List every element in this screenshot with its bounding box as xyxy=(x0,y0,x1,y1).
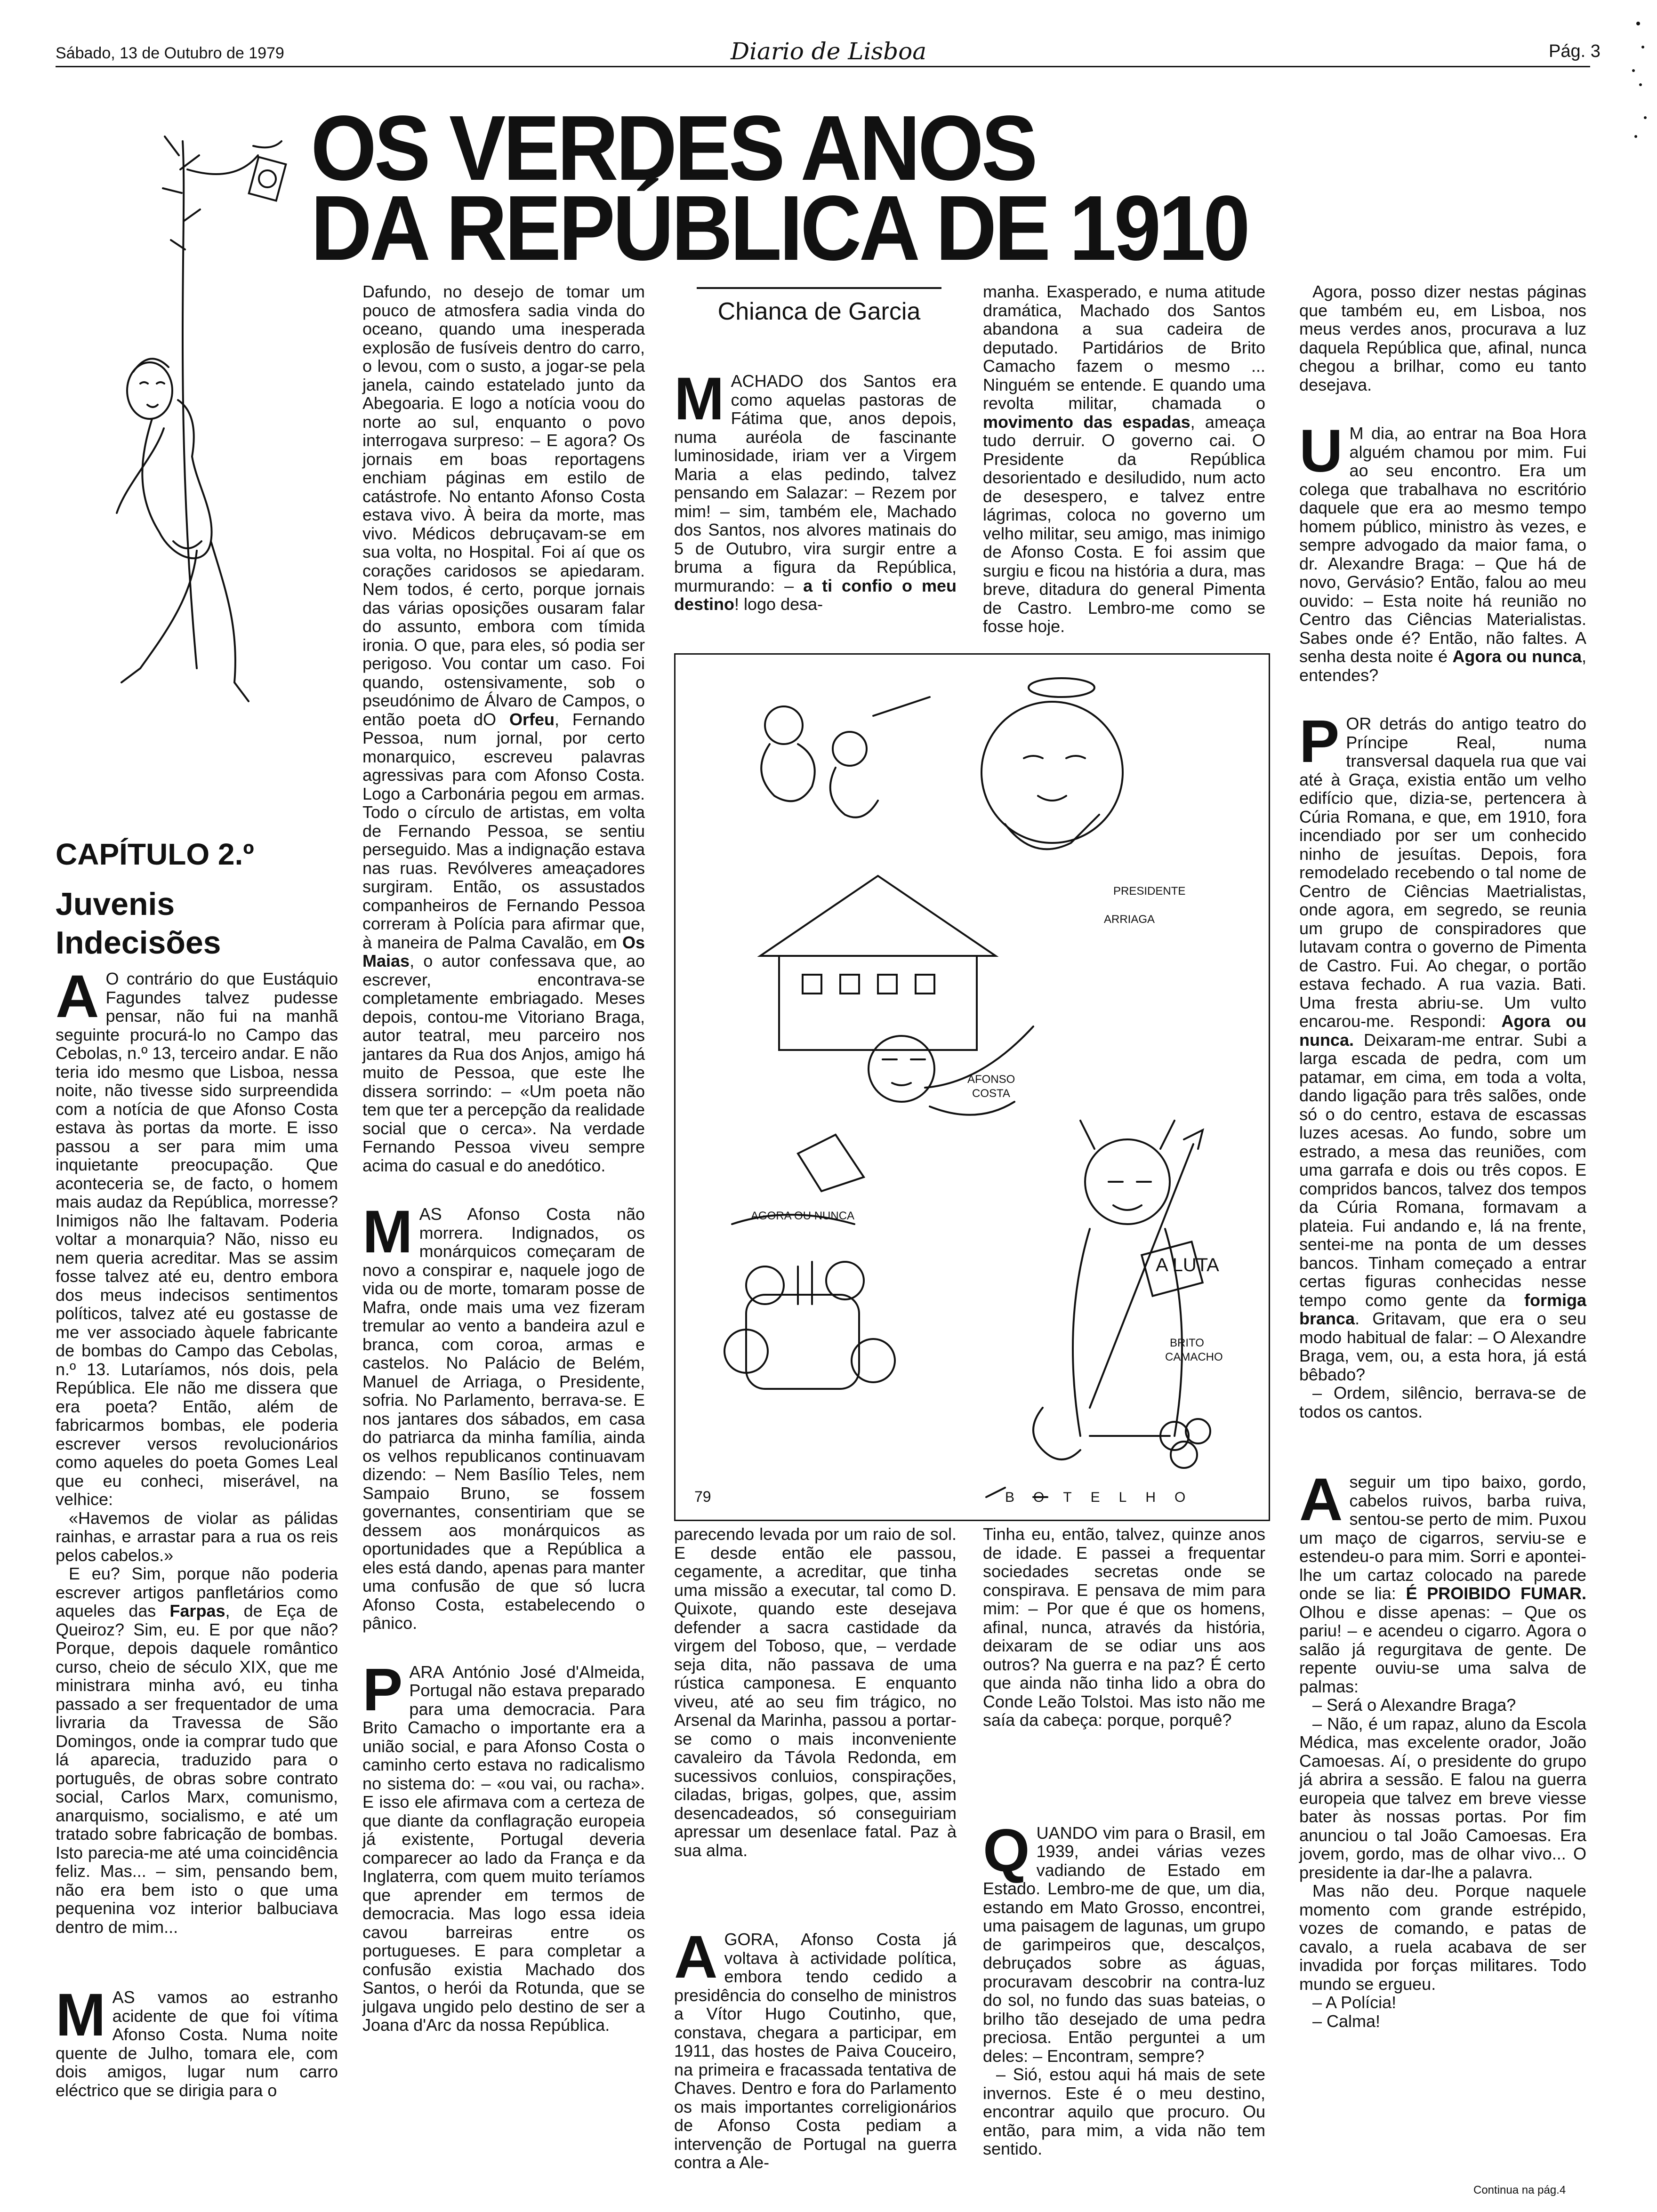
newspaper-title: Diario de Lisboa xyxy=(730,38,927,65)
paragraph: Agora, posso dizer nestas páginas que também eu, em Lisboa, nos meus verdes anos, procurava a luz daquela República que, afinal, nunca chegou a brilhar, como eu tanto desejava. xyxy=(1299,282,1586,394)
paragraph-text: AS vamos ao estranho acidente de que foi vítima Afonso Costa. Numa noite quente de Julho, tomara ele, com dois amigos, lugar num carro eléctrico que se dirigia para o xyxy=(56,1988,338,2100)
emphasis: Orfeu xyxy=(509,709,555,729)
drop-cap: U xyxy=(1299,417,1343,485)
paragraph: parecendo levada por um raio de sol. E desde então ele passou, cegamente, a acreditar, que tinha uma missão a executar, tal como D. Quixote, quando este desejava defender a sacra castidade da virgem del Toboso, que, – verdade seja dita, não passava de uma rústica camponesa. E enquanto viveu, até ao seu fim trágico, no Arsenal da Marinha, passou a portar-se como o mais inconveniente cavaleiro da Távola Redonda, em sucessivos conluios, conspirações, ciladas, brigas, golpes, que, assim desencadeados, só conseguiriam apressar um desenlace fatal. Paz à sua alma. xyxy=(674,1524,957,1860)
drop-cap: M xyxy=(56,1981,106,2049)
drop-cap: A xyxy=(1299,1466,1343,1533)
paragraph xyxy=(56,1564,338,1936)
headline-line-1: OS VERDES ANOS xyxy=(311,96,1036,200)
paragraph-text: , entendes? xyxy=(1299,647,1587,685)
paragraph xyxy=(674,365,957,614)
cartoon-label-a-luta: A LUTA xyxy=(1156,1255,1219,1275)
paragraph xyxy=(1299,708,1586,1384)
paragraph-text: ACHADO dos Santos era como aquelas pastoras de Fátima que, anos depois, numa auréola de fascinante luminosidade, iriam ver a Virgem Maria a elas pedindo, talvez pensando em Salazar: – Rezem por mim! – sim, também ele, Machado dos Santos, nos alvores matinais do 5 de Outubro, vira surgir entre a bruma a figura da República, murmurando: – xyxy=(674,371,957,595)
paragraph-text: E eu? Sim, porque não poderia escrever artigos panfletários como aqueles das xyxy=(56,1564,338,1620)
paragraph-text: Deixaram-me entrar. Subi a larga escada de pedra, com um patamar, em cima, em toda a volta, dando ligação para três salões, onde só o do centro, estava de escassas luzes acesas. Ao fundo, sobre um estrado, a mesa das reuniões, com uma garrafa e dois ou três copos. E compridos bancos, talvez dos tempos da Cúria Romana, formavam a plateia. Fui andando e, lá na frente, sentei-me na ponta de um desses bancos. Tinham começado a entrar certas figuras conhecidas nesse tempo como gente da xyxy=(1299,1030,1586,1310)
emphasis: Farpas xyxy=(169,1601,225,1620)
quote: «Havemos de violar as pálidas rainhas, e arrastar para a rua os reis pelos cabelos.» xyxy=(56,1508,338,1565)
drop-cap: P xyxy=(362,1656,403,1723)
paragraph xyxy=(362,1656,645,2035)
column-4-bottom xyxy=(983,1525,1265,2158)
column-3-bottom xyxy=(674,1525,957,2172)
drop-cap: Q xyxy=(983,1817,1030,1884)
emphasis: movimento das espadas xyxy=(983,412,1190,432)
cartoon-label-agora-ou-nunca: AGORA OU NUNCA xyxy=(751,1210,855,1222)
column-5 xyxy=(1299,282,1586,2030)
masthead-date: Sábado, 13 de Outubro de 1979 xyxy=(56,44,284,62)
paragraph: Mas não deu. Porque naquele momento com grande estrépido, vozes de comando, e patas de cavalo, a ruela acabava de ser invadida por forças militares. Todo mundo se ergueu. xyxy=(1299,1881,1586,1994)
paragraph-text: , ameaça tudo derruir. O governo cai. O Presidente da República desorientado e desiludido, num acto de desespero, e talvez entre lágrimas, coloca no governo um velho militar, seu amigo, mas inimigo de Afonso Costa. E foi assim que surgiu e ficou na história a dura, mas breve, ditadura do general Pimenta de Castro. Lembro-me como se fosse hoje. xyxy=(983,412,1266,636)
paragraph-text: , de Eça de Queiroz? Sim, eu. E por que não? Porque, depois daquele romântico curso, cheio de século XIX, que me ministrara minha avó, eu tinha passado a ser frequentador de uma livraria da Travessa de São Domingos, onde ia comprar tudo que lá aparecia, traduzido para o português, de obras sobre contrato social, Carlos Marx, comunismo, anarquismo, socialismo, e até um tratado sobre fabricação de bombas. Isto parecia-me até uma coincidência feliz. Mas... – sim, pensando bem, não era bem isto o que uma pequenina voz interior balbuciava dentro de mim... xyxy=(56,1601,338,1937)
cartoon-label-costa: COSTA xyxy=(972,1087,1010,1100)
paragraph: – A Polícia! xyxy=(1312,1993,1397,2012)
continued-note: Continua na pág.4 xyxy=(1473,2184,1566,2196)
drop-cap: M xyxy=(362,1198,413,1266)
paragraph xyxy=(362,282,645,1175)
paragraph xyxy=(983,282,1265,636)
cartoon-label-brito: BRITO xyxy=(1170,1337,1204,1349)
paragraph xyxy=(362,1198,645,1633)
paragraph: – Sió, estou aqui há mais de sete invernos. Este é o meu destino, encontrar aquilo que procuro. Ou então, para mim, a vida não tem sentido. xyxy=(983,2065,1265,2158)
column-3-top xyxy=(674,365,957,614)
paragraph-text: ARA António José d'Almeida, Portugal não estava preparado para uma democracia. Para Brito Camacho o importante era a união social, e para Afonso Costa o caminho certo estava no radicalismo no sistema do: – «ou vai, ou racha». E isso ele afirmava com a certeza de que diante da conflagração europeia já existente, Portugal deveria comparecer ao lado da França e da Inglaterra, com quem muito teríamos que aprender em termos de democracia. Mas logo essa ideia cavou barreiras entre os portugueses. E para completar a confusão existia Machado dos Santos, o herói da Rotunda, que se julgava ungido pelo destino de ser a Joana d'Arc da nossa República. xyxy=(362,1662,645,2035)
paragraph xyxy=(1299,1466,1586,1696)
paragraph-text: . Gritavam, que era o seu modo habitual de falar: – O Alexandre Braga, vem, ou, a esta hora, já está bêbado? xyxy=(1299,1309,1586,1384)
column-2 xyxy=(362,282,645,2035)
paragraph xyxy=(56,963,338,1509)
cartoon-label-arriaga: ARRIAGA xyxy=(1104,913,1155,926)
cartoon-label-afonso: AFONSO xyxy=(967,1073,1015,1086)
paragraph xyxy=(1299,417,1587,685)
emphasis: Agora ou nunca. xyxy=(1299,1011,1586,1050)
page-number: Pág. 3 xyxy=(1549,41,1601,61)
chapter-label: CAPÍTULO 2.º xyxy=(56,837,254,871)
paragraph-text: OR detrás do antigo teatro do Príncipe Real, numa transversal daquela rua que vai até à Graça, existia então um velho edifício que, dizia-se, pertencera à Cúria Romana, e que, em 1910, fora incendiado por ser um conhecido ninho de jesuítas. Depois, fora remodelado recebendo o tal nome de Centro de Ciências Maetrialistas, onde agora, em segredo, se reunia um grupo de conspiradores que lutavam contra o governo de Pimenta de Castro. Fui. Ao chegar, o portão estava fechado. A rua vazia. Bati. Uma fresta abriu-se. Um vulto encarou-me. Respondi: xyxy=(1299,714,1586,1031)
column-4-top xyxy=(983,282,1265,636)
paragraph xyxy=(56,1981,338,2100)
paragraph-text: GORA, Afonso Costa já voltava à actividade política, embora tendo cedido a presidência do conselho de ministros a Vítor Hugo Coutinho, que, constava, chegara a participar, em 1911, das hostes de Paiva Couceiro, na primeira e fracassada tentativa de Chaves. Dentro e fora do Parlamento os mais importantes correligionários de Afonso Costa pediam a intervenção de Portugal na guerra contra a Ale- xyxy=(674,1930,957,2172)
paragraph-text: Olhou e disse apenas: – Que os pariu! – e acendeu o cigarro. Agora o salão já regurgitava de gente. De repente ouviu-se uma salva de palmas: xyxy=(1299,1602,1586,1696)
paragraph xyxy=(983,1817,1265,2066)
column-1 xyxy=(56,963,338,2100)
paragraph: – Não, é um rapaz, aluno da Escola Médica, mas excelente orador, João Camoesas. Aí, o presidente do grupo já abrira a sessão. E falou na guerra europeia que talvez em breve viesse bater às nossas portas. Por fim anunciou o tal João Camoesas. Era jovem, gordo, mas de olhar vivo... O presidente ia dar-lhe a palavra. xyxy=(1299,1714,1586,1882)
paragraph: Tinha eu, então, talvez, quinze anos de idade. E passei a frequentar sociedades secretas onde se conspirava. E pensava de mim para mim: – Por que é que os homens, afinal, nunca, através da história, deixaram de se odiar uns aos outros? Na guerra e na paz? É certo que ainda não tinha lido a obra do Conde Leão Tolstoi. Mas isto não me saía da cabeça: porque, porquê? xyxy=(983,1524,1265,1730)
chapter-title-line-2: Indecisões xyxy=(56,925,221,961)
paragraph: – Ordem, silêncio, berrava-se de todos os cantos. xyxy=(1299,1383,1586,1421)
emphasis: Os Maias xyxy=(362,932,645,970)
drop-cap: M xyxy=(674,365,724,433)
cartoon-year: 79 xyxy=(694,1488,711,1505)
paragraph-text: , o autor confessava que, ao escrever, encontrava-se completamente embriagado. Meses depois, contou-me Vitoriano Braga, autor teatral, meu parceiro nos jantares da Rua dos Anjos, amigo há muito de Pessoa, que este lhe dissera sorrindo: – «Um poeta não tem que ter a percepção da realidade social que o cerca». Na verdade Fernando Pessoa viveu sempre acima do casual e do anedótico. xyxy=(362,951,645,1175)
emphasis: a ti confio o meu destino xyxy=(674,576,957,614)
paragraph-text: M dia, ao entrar na Boa Hora alguém chamou por mim. Fui ao seu encontro. Era um colega que trabalhava no escritório daquele que era ao mesmo tempo homem público, ministro às vezes, e sempre advogado da maior fama, o dr. Alexandre Braga: – Que há de novo, Gervásio? Então, falou ao meu ouvido: – Esta noite há reunião no Centro das Ciências Materialistas. Sabes onde é? Então, não faltes. A senha desta noite é xyxy=(1299,424,1586,666)
paragraph-text: ! logo desa- xyxy=(734,594,823,614)
drop-cap: A xyxy=(56,963,99,1030)
cartoon-signature: BOTELHO xyxy=(1005,1490,1205,1505)
paragraph-text: manha. Exasperado, e numa atitude dramática, Machado dos Santos abandona a sua cadeira de deputado. Partidários de Brito Camacho fazem o mesmo ... Ninguém se entende. E quando uma revolta militar, chamada o xyxy=(983,282,1265,413)
paragraph xyxy=(674,1923,957,2172)
paragraph-text: , Fernando Pessoa, num jornal, por certo monarquico, escreveu palavras agressivas para com Afonso Costa. Logo a Carbonária pegou em armas. Todo o círculo de artistas, em volta de Fernando Pessoa, se sentiu perseguido. Mas a indignação estava nas ruas. Revólveres ameaçadores surgiram. Então, os assustados companheiros de Fernando Pessoa correram à Polícia para afirmar que, à maneira de Palma Cavalão, em xyxy=(362,709,645,952)
drop-cap: P xyxy=(1299,708,1340,775)
paragraph-text: O contrário do que Eustáquio Fagundes talvez pudesse pensar, não fui na manhã seguinte procurá-lo no Campo das Cebolas, n.º 13, terceiro andar. E não teria ido mesmo que Lisboa, nessa noite, não tivesse sido surpreendida com a notícia de que Afonso Costa estava às portas da morte. E isso passou a ser para mim uma inquietante preocupação. Que aconteceria se, de facto, o homem mais audaz da República, morresse? Inimigos não lhe faltavam. Poderia voltar a monarquia? Não, nisso eu nem queria acreditar. Mas se assim fosse talvez até eu, dentro embora dos meus indecisos sentimentos políticos, talvez até eu gostasse de me ver associado àquele fabricante de bombas do Campo das Cebolas, n.º 13. Lutaríamos, nós dois, pela República. Ele não me dissera que era poeta? Então, além de fabricarmos bombas, ele poderia escrever versos revolucionários como aqueles do poeta Gomes Leal que eu conheci, miserável, na velhice: xyxy=(56,969,338,1509)
paragraph-text: seguir um tipo baixo, gordo, cabelos ruivos, barba ruiva, sentou-se perto de mim. Puxou um maço de cigarros, serviu-se e estendeu-o para mim. Sorri e apontei-lhe um cartaz colocado na parede onde se lia: xyxy=(1299,1472,1586,1603)
headline xyxy=(311,96,1263,280)
headline-line-2: DA REPÚBLICA DE 1910 xyxy=(311,176,1248,280)
chapter-title xyxy=(56,885,300,962)
cartoon-drawing xyxy=(676,655,1269,1520)
emphasis: Agora ou nunca xyxy=(1452,647,1582,666)
byline: Chianca de Garcia xyxy=(697,287,941,326)
lamplighter-illustration xyxy=(56,127,300,805)
cartoon-label-camacho: CAMACHO xyxy=(1165,1351,1223,1363)
paragraph-text: UANDO vim para o Brasil, em 1939, andei várias vezes vadiando de Estado em Estado. Lembro-me de que, um dia, estando em Mato Grosso, encontrei, uma paisagem de lagunas, um grupo de garimpeiros que, descalços, debruçados sobre as águas, procuravam descobrir na contra-luz do sol, no fundo das suas bateias, o brilho tão desejado de uma pedra preciosa. Então perguntei a um deles: – Encontram, sempre? xyxy=(983,1823,1265,2066)
edge-marks xyxy=(1629,19,1648,160)
emphasis: É PROIBIDO FUMAR. xyxy=(1406,1584,1586,1603)
political-cartoon xyxy=(674,653,1270,1521)
cartoon-label-presidente: PRESIDENTE xyxy=(1113,885,1186,898)
paragraph-text: Dafundo, no desejo de tomar um pouco de atmosfera sadia vinda do oceano, quando uma inesperada explosão de fusíveis dentro do carro, o levou, com o susto, a jogar-se pela janela, caindo estatelado junto da Abegoaria. E logo a notícia voou do norte ao sul, enquanto o povo interrogava surpreso: – E agora? Os jornais em boas reportagens enchiam páginas em estilo de catástrofe. No entanto Afonso Costa estava vivo. À beira da morte, mas vivo. Médicos debruçavam-se em sua volta, no Hospital. Foi aí que os corações caridosos se apiedaram. Nem todos, é certo, porque jornais das várias oposições ousaram falar do assunto, embora com tímida ironia. O que, para eles, só podia ser perigoso. Vou contar um caso. Foi quando, ostensivamente, sob o pseudónimo de Álvaro de Campos, o então poeta dO xyxy=(362,282,645,729)
masthead-rule xyxy=(56,66,1590,67)
paragraph-text: AS Afonso Costa não morrera. Indignados, os monárquicos começaram de novo a conspirar e, naquele jogo de vida ou de morte, tomaram posse de Mafra, onde mais uma vez fizeram tremular ao vento a bandeira azul e branca, com coroa, armas e castelos. No Palácio de Belém, Manuel de Arriaga, o Presidente, sofria. No Parlamento, berrava-se. E nos jantares dos sábados, em casa do patriarca da minha família, ainda os velhos republicanos continuavam dizendo: – Nem Basílio Teles, nem Sampaio Bruno, se fossem governantes, consentiriam que se dessem aos monárquicos as oportunidades que a República a eles está dando, apenas para manter uma confusão de que só lucra Afonso Costa, estabelecendo o pânico. xyxy=(362,1204,645,1633)
chapter-title-line-1: Juvenis xyxy=(56,886,175,922)
emphasis: formiga branca xyxy=(1299,1290,1586,1328)
drop-cap: A xyxy=(674,1923,718,1991)
paragraph: – Calma! xyxy=(1312,2011,1381,2031)
paragraph: – Será o Alexandre Braga? xyxy=(1312,1695,1516,1715)
